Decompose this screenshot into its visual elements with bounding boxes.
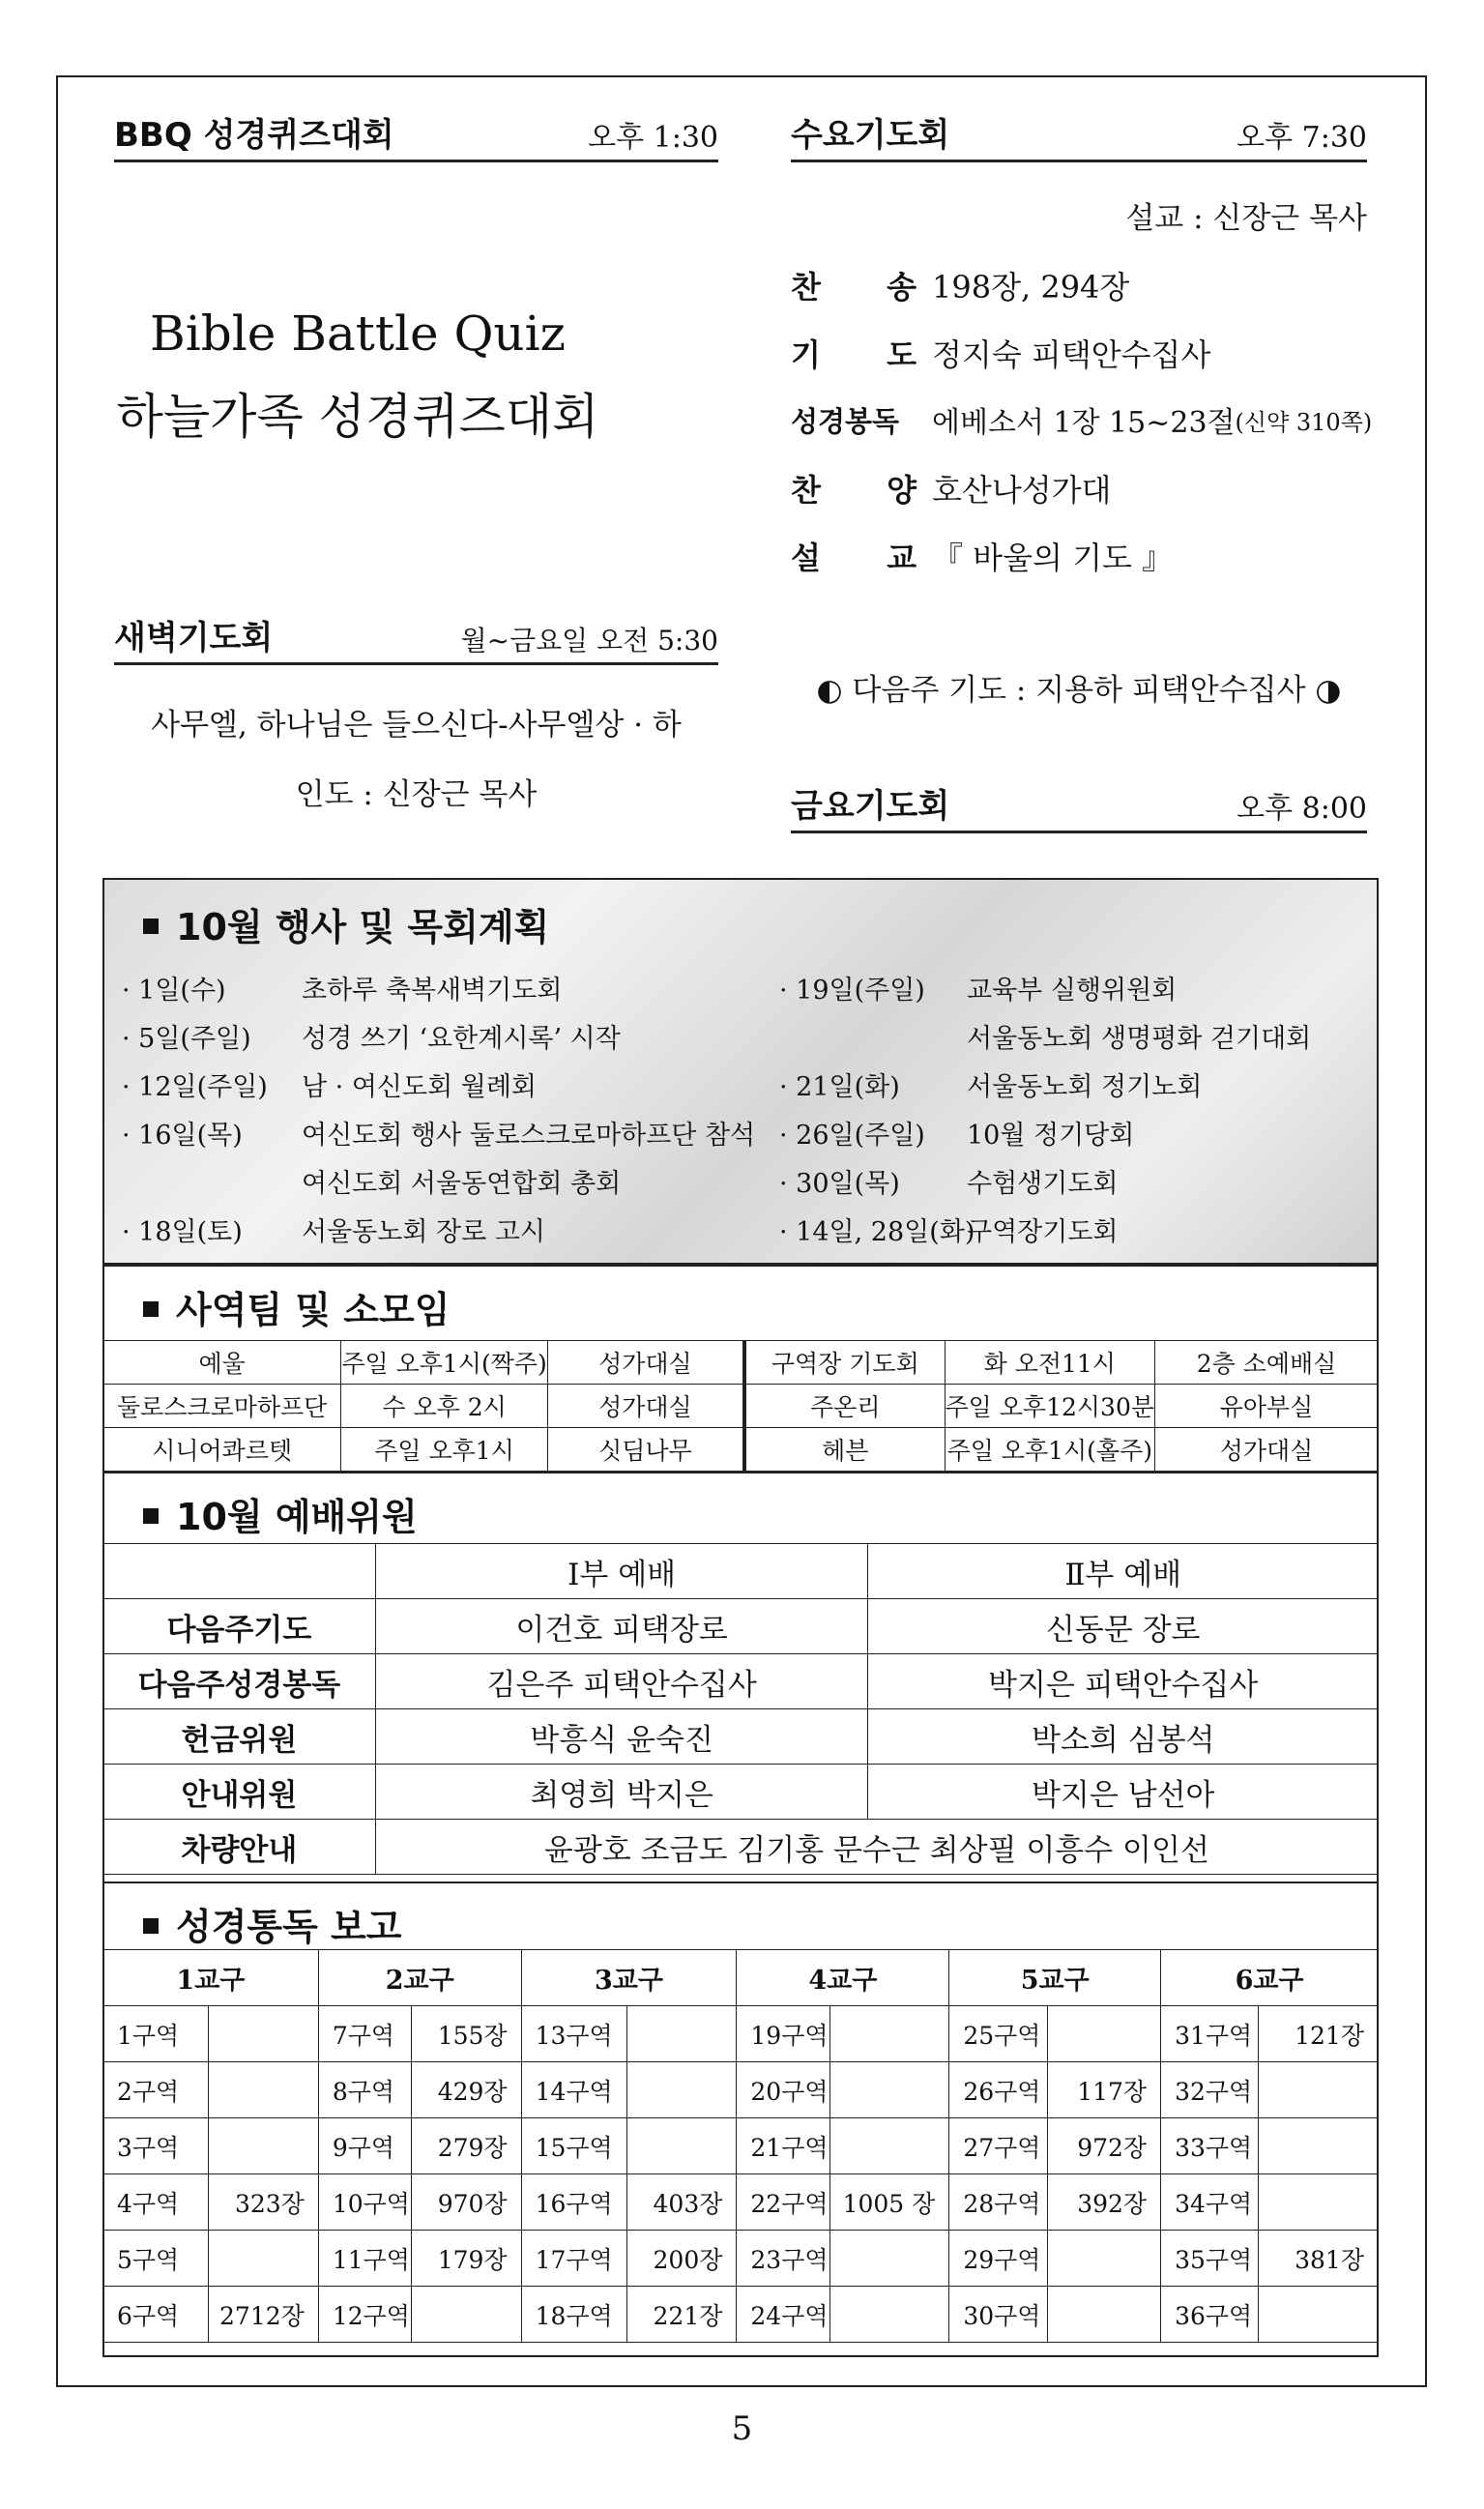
- event-text: 서울동노회 장로 고시: [302, 1217, 545, 1247]
- table-cell: 1005 장: [829, 2174, 949, 2231]
- table-row: [103, 2006, 1379, 2062]
- table-row: [103, 2118, 1379, 2174]
- wed-row-hymn: [791, 263, 1129, 307]
- table-cell: 970장: [412, 2174, 521, 2231]
- table-cell: [209, 2231, 318, 2287]
- table-row: [103, 1428, 1379, 1472]
- table-cell: 박지은 남선아: [868, 1765, 1379, 1820]
- bbq-title: BBQ 성경퀴즈대회: [114, 116, 394, 155]
- table-cell: [626, 2062, 736, 2118]
- table-cell: 23구역: [737, 2231, 829, 2287]
- table-cell: 박소희 심봉석: [868, 1709, 1379, 1765]
- event-text: 초하루 축복새벽기도회: [302, 976, 563, 1006]
- bbq-line2: 하늘가족 성경퀴즈대회: [116, 389, 599, 445]
- square-bullet-icon: [143, 1301, 159, 1317]
- table-cell: [209, 2118, 318, 2174]
- table-cell: 16구역: [521, 2174, 626, 2231]
- table-cell: 주온리: [744, 1385, 945, 1428]
- table-cell: 2층 소예배실: [1155, 1341, 1379, 1385]
- table-cell: 36구역: [1161, 2287, 1259, 2343]
- table-cell: 최영희 박지은: [375, 1765, 868, 1820]
- table-cell: 싯딤나무: [547, 1428, 744, 1472]
- table-row: [103, 2287, 1379, 2343]
- wed-row-value: 정지숙 피택안수집사: [932, 336, 1211, 373]
- table-cell: [209, 2062, 318, 2118]
- ministry-title: 사역팀 및 소모임: [176, 1289, 451, 1331]
- reading-table: [102, 1949, 1379, 2343]
- table-cell: 20구역: [737, 2062, 829, 2118]
- table-cell: 279장: [412, 2118, 521, 2174]
- table-cell: 10구역: [318, 2174, 411, 2231]
- table-cell: 주일 오후1시(홀주): [945, 1428, 1154, 1472]
- worship-box: [102, 1472, 1379, 1883]
- wed-preacher: 설교 : 신장근 목사: [1125, 201, 1367, 236]
- table-cell: 박지은 피택안수집사: [868, 1654, 1379, 1709]
- table-cell: 403장: [626, 2174, 736, 2231]
- table-header: Ⅱ부 예배: [868, 1544, 1379, 1599]
- row-label: 헌금위원: [103, 1709, 376, 1765]
- events-title: 10월 행사 및 목회계획: [176, 906, 550, 948]
- table-cell: 26구역: [949, 2062, 1047, 2118]
- table-row: [103, 1341, 1379, 1385]
- bbq-time: 오후 1:30: [588, 121, 718, 155]
- square-bullet-icon: [143, 919, 159, 934]
- table-cell: 11구역: [318, 2231, 411, 2287]
- row-label: 안내위원: [103, 1765, 376, 1820]
- row-label: 다음주기도: [103, 1599, 376, 1654]
- event-date: · 30일(목): [779, 1169, 900, 1199]
- table-row: [103, 1709, 1379, 1765]
- table-cell: 성가대실: [1155, 1428, 1379, 1472]
- table-cell: 성가대실: [547, 1341, 744, 1385]
- table-header: 5교구: [949, 1950, 1161, 2006]
- table-cell: [1259, 2062, 1379, 2118]
- table-cell: 429장: [412, 2062, 521, 2118]
- table-cell: 34구역: [1161, 2174, 1259, 2231]
- table-cell: 8구역: [318, 2062, 411, 2118]
- wed-row-sermon: [791, 534, 1173, 578]
- wed-next-prayer: ◐ 다음주 기도 : 지용하 피택안수집사 ◑: [816, 673, 1342, 708]
- wed-row-value: 『 바울의 기도 』: [932, 540, 1174, 576]
- table-row: [103, 1654, 1379, 1709]
- table-cell: 18구역: [521, 2287, 626, 2343]
- table-header: Ⅰ부 예배: [375, 1544, 868, 1599]
- table-cell: 7구역: [318, 2006, 411, 2062]
- event-date: · 16일(목): [122, 1121, 243, 1151]
- table-cell: 예울: [103, 1341, 341, 1385]
- table-cell: 29구역: [949, 2231, 1047, 2287]
- table-cell: 15구역: [521, 2118, 626, 2174]
- ministry-box: [102, 1265, 1379, 1473]
- table-cell: 28구역: [949, 2174, 1047, 2231]
- wed-title: 수요기도회: [791, 116, 950, 155]
- bbq-line1: Bible Battle Quiz: [150, 306, 566, 362]
- wed-row-reading: [791, 398, 1372, 441]
- table-cell: 김은주 피택안수집사: [375, 1654, 868, 1709]
- wed-row-value: 198장, 294장: [932, 269, 1130, 306]
- table-cell: 6구역: [103, 2287, 209, 2343]
- table-row: [103, 2231, 1379, 2287]
- table-cell: [412, 2287, 521, 2343]
- table-cell: 13구역: [521, 2006, 626, 2062]
- table-header: 4교구: [737, 1950, 949, 2006]
- table-cell: 4구역: [103, 2174, 209, 2231]
- table-cell: 유아부실: [1155, 1385, 1379, 1428]
- dawn-text1: 사무엘, 하나님은 들으신다-사무엘상 · 하: [151, 708, 682, 743]
- wed-header: [791, 108, 1367, 162]
- events-box: [102, 878, 1379, 1265]
- square-bullet-icon: [143, 1508, 159, 1524]
- wed-row-choir: [791, 466, 1111, 511]
- wed-row-value-note: (신약 310쪽): [1235, 408, 1373, 436]
- wed-row-label-a: 찬: [791, 472, 821, 509]
- event-text: 구역장기도회: [967, 1217, 1119, 1247]
- event-text: 남 · 여신도회 월례회: [302, 1072, 537, 1102]
- table-cell: 시니어콰르텟: [103, 1428, 341, 1472]
- table-row: [103, 1544, 1379, 1599]
- table-header: 3교구: [521, 1950, 737, 2006]
- table-cell: 5구역: [103, 2231, 209, 2287]
- wed-row-label-b: 송: [887, 269, 917, 306]
- table-cell: 구역장 기도회: [744, 1341, 945, 1385]
- table-row: [103, 1765, 1379, 1820]
- dawn-time: 월~금요일 오전 5:30: [460, 625, 718, 656]
- table-cell: 35구역: [1161, 2231, 1259, 2287]
- reading-box: [102, 1882, 1379, 2357]
- wed-row-label-a: 기: [791, 336, 821, 373]
- table-cell: [829, 2231, 949, 2287]
- table-cell: [626, 2118, 736, 2174]
- square-bullet-icon: [143, 1918, 159, 1934]
- wed-row-label-b: 도: [887, 336, 917, 373]
- reading-title: 성경통독 보고: [176, 1906, 402, 1948]
- ministry-heading: [143, 1280, 450, 1333]
- table-cell: [829, 2287, 949, 2343]
- dawn-title: 새벽기도회: [114, 619, 274, 657]
- wed-row-value: 호산나성가대: [932, 472, 1112, 509]
- table-cell: 27구역: [949, 2118, 1047, 2174]
- table-cell: 972장: [1047, 2118, 1160, 2174]
- table-cell: 9구역: [318, 2118, 411, 2174]
- table-cell: 화 오전11시: [945, 1341, 1154, 1385]
- table-cell: [1047, 2231, 1160, 2287]
- event-date: · 14일, 28일(화): [779, 1217, 975, 1247]
- table-cell: [103, 1544, 376, 1599]
- table-cell: 신동문 장로: [868, 1599, 1379, 1654]
- worship-title: 10월 예배위원: [176, 1496, 418, 1538]
- table-cell: 323장: [209, 2174, 318, 2231]
- reading-heading: [143, 1897, 401, 1950]
- event-date: · 12일(주일): [122, 1072, 268, 1102]
- wed-row-label-a: 설: [791, 540, 821, 576]
- table-cell: [1047, 2006, 1160, 2062]
- ministry-table: [102, 1340, 1379, 1472]
- table-cell: [1259, 2174, 1379, 2231]
- table-row: [103, 1820, 1379, 1875]
- wed-row-label-a: 성경봉독: [791, 404, 900, 438]
- table-cell: 박흥식 윤숙진: [375, 1709, 868, 1765]
- table-cell: 1구역: [103, 2006, 209, 2062]
- event-text: 여신도회 행사 둘로스크로마하프단 참석: [302, 1121, 756, 1151]
- table-cell: 33구역: [1161, 2118, 1259, 2174]
- table-cell: 2구역: [103, 2062, 209, 2118]
- table-cell: 14구역: [521, 2062, 626, 2118]
- table-cell: [829, 2062, 949, 2118]
- table-cell: 392장: [1047, 2174, 1160, 2231]
- dawn-text2: 인도 : 신장근 목사: [295, 777, 538, 812]
- table-header: 1교구: [103, 1950, 319, 2006]
- fri-header: [791, 779, 1367, 833]
- fri-title: 금요기도회: [791, 787, 950, 826]
- fri-time: 오후 8:00: [1237, 792, 1367, 826]
- table-cell: 3구역: [103, 2118, 209, 2174]
- event-date: · 26일(주일): [779, 1121, 925, 1151]
- event-text: 교육부 실행위원회: [967, 976, 1178, 1006]
- table-cell: 25구역: [949, 2006, 1047, 2062]
- table-header: 2교구: [318, 1950, 521, 2006]
- event-date: · 19일(주일): [779, 976, 925, 1006]
- events-heading: [143, 897, 549, 950]
- worship-heading: [143, 1487, 418, 1540]
- wed-row-label-b: 교: [887, 540, 917, 576]
- event-text: 수험생기도회: [967, 1169, 1119, 1199]
- wed-row-label-a: 찬: [791, 269, 821, 306]
- event-text: 여신도회 서울동연합회 총회: [302, 1169, 622, 1199]
- table-row: [103, 2062, 1379, 2118]
- wed-row-label-b: 양: [887, 472, 917, 509]
- table-cell: 221장: [626, 2287, 736, 2343]
- table-cell: 윤광호 조금도 김기홍 문수근 최상필 이흥수 이인선: [375, 1820, 1378, 1875]
- table-cell: 21구역: [737, 2118, 829, 2174]
- table-cell: 헤븐: [744, 1428, 945, 1472]
- worship-table: [102, 1543, 1379, 1875]
- table-cell: 19구역: [737, 2006, 829, 2062]
- bbq-header: [114, 108, 718, 162]
- event-text: 서울동노회 정기노회: [967, 1072, 1203, 1102]
- table-cell: 155장: [412, 2006, 521, 2062]
- table-cell: 수 오후 2시: [341, 1385, 547, 1428]
- table-cell: 이건호 피택장로: [375, 1599, 868, 1654]
- table-cell: 주일 오후12시30분: [945, 1385, 1154, 1428]
- table-cell: 200장: [626, 2231, 736, 2287]
- table-cell: 주일 오후1시: [341, 1428, 547, 1472]
- event-date: · 18일(토): [122, 1217, 243, 1247]
- table-cell: [1047, 2287, 1160, 2343]
- dawn-header: [114, 611, 718, 665]
- row-label: 차량안내: [103, 1820, 376, 1875]
- table-cell: [829, 2118, 949, 2174]
- table-row: [103, 1599, 1379, 1654]
- table-cell: 117장: [1047, 2062, 1160, 2118]
- table-cell: 성가대실: [547, 1385, 744, 1428]
- table-cell: [626, 2006, 736, 2062]
- wed-time: 오후 7:30: [1237, 121, 1367, 155]
- event-text: 서울동노회 생명평화 걷기대회: [967, 1024, 1312, 1054]
- wed-row-prayer: [791, 331, 1210, 375]
- table-cell: [1259, 2287, 1379, 2343]
- table-cell: 121장: [1259, 2006, 1379, 2062]
- table-row: [103, 1385, 1379, 1428]
- event-date: · 5일(주일): [122, 1024, 251, 1054]
- table-header: 6교구: [1161, 1950, 1379, 2006]
- table-cell: 17구역: [521, 2231, 626, 2287]
- event-text: 성경 쓰기 ‘요한계시록’ 시작: [302, 1024, 621, 1054]
- table-cell: 32구역: [1161, 2062, 1259, 2118]
- table-cell: 12구역: [318, 2287, 411, 2343]
- table-cell: 179장: [412, 2231, 521, 2287]
- table-cell: 24구역: [737, 2287, 829, 2343]
- event-text: 10월 정기당회: [967, 1121, 1135, 1151]
- row-label: 다음주성경봉독: [103, 1654, 376, 1709]
- table-cell: 2712장: [209, 2287, 318, 2343]
- wed-row-value: 에베소서 1장 15~23절: [932, 406, 1236, 440]
- page-number: 5: [731, 2409, 753, 2448]
- table-cell: 30구역: [949, 2287, 1047, 2343]
- table-cell: 둘로스크로마하프단: [103, 1385, 341, 1428]
- table-cell: 주일 오후1시(짝주): [341, 1341, 547, 1385]
- table-cell: 381장: [1259, 2231, 1379, 2287]
- event-date: · 1일(수): [122, 976, 226, 1006]
- table-cell: [209, 2006, 318, 2062]
- table-row: [103, 1950, 1379, 2006]
- table-cell: [1259, 2118, 1379, 2174]
- table-cell: 31구역: [1161, 2006, 1259, 2062]
- table-row: [103, 2174, 1379, 2231]
- event-date: · 21일(화): [779, 1072, 900, 1102]
- table-cell: [829, 2006, 949, 2062]
- table-cell: 22구역: [737, 2174, 829, 2231]
